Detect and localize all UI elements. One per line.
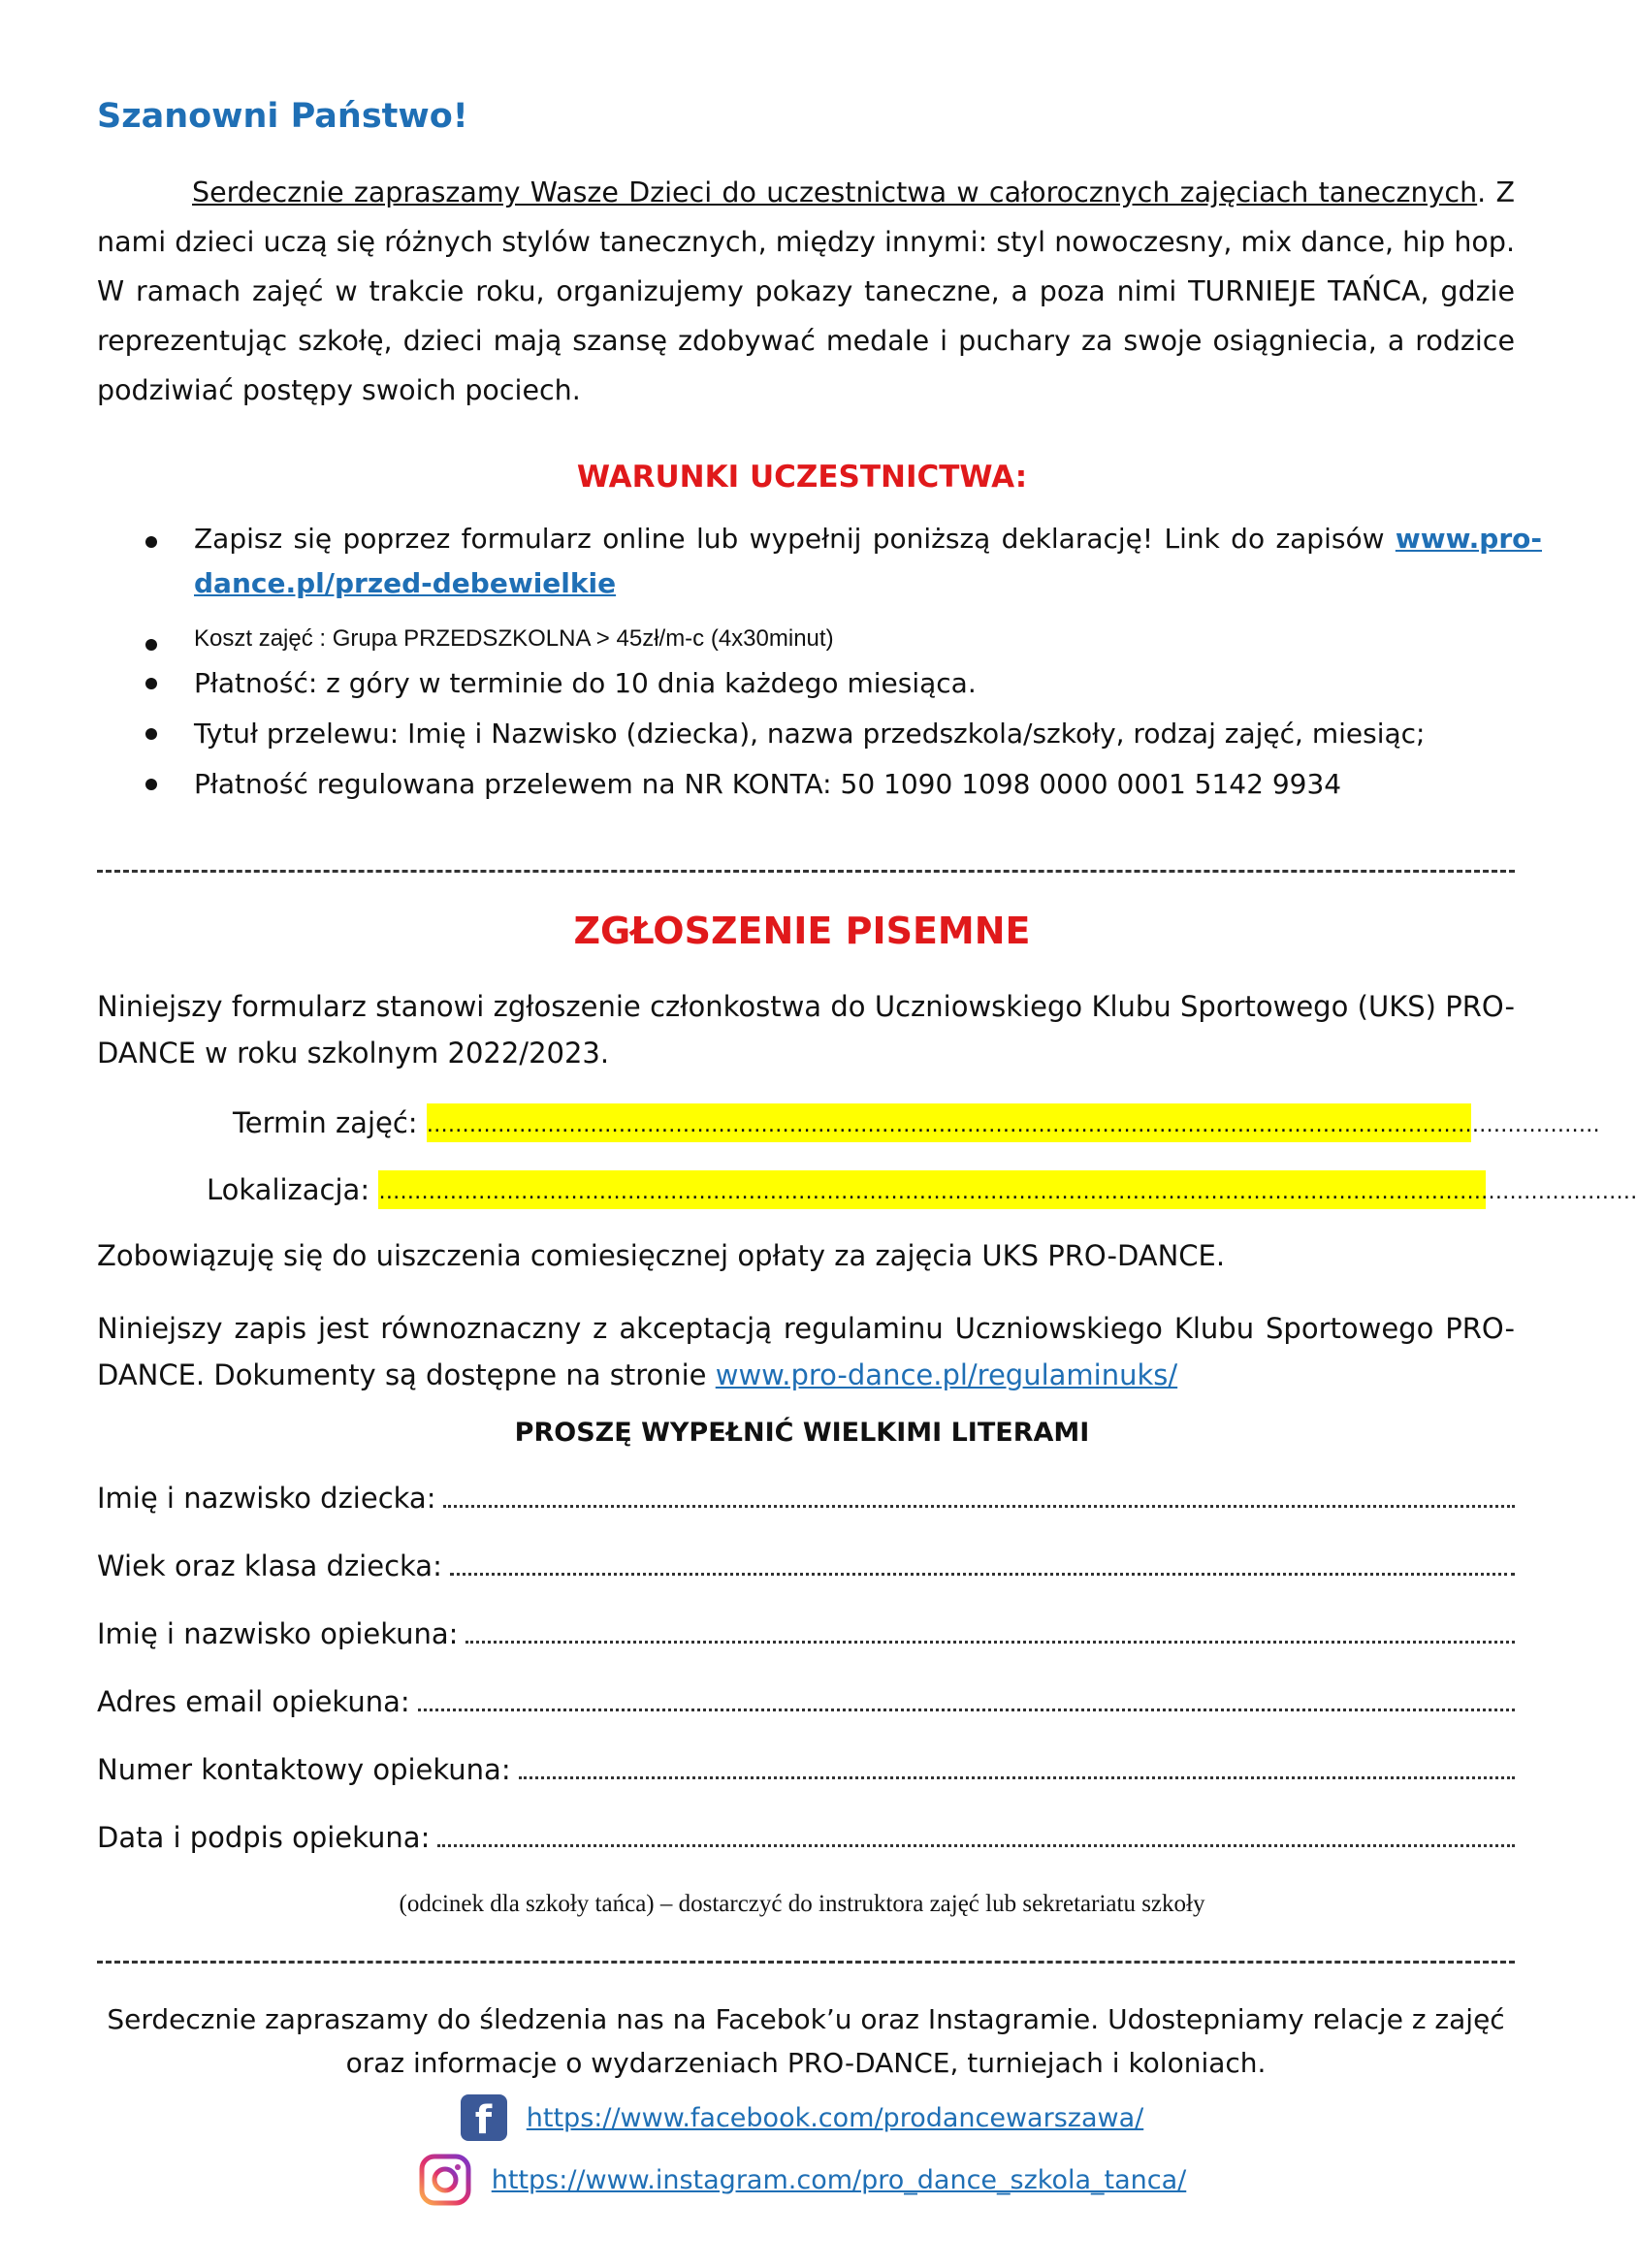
field-label: Imię i nazwisko opiekuna: [97,1617,459,1650]
condition-account-text: Płatność regulowana przelewem na NR KONTA: 50 1090 1098 0000 0001 5142 9934 [194,768,1342,800]
field-child-age-class [97,1549,1515,1617]
bullet-icon [145,536,157,548]
fill-line[interactable] [418,1685,1515,1711]
condition-signup-text: Zapisz się poprzez formularz online lub wypełnij poniższą deklarację! Link do zapisów [194,523,1396,555]
field-date-signature [97,1821,1515,1889]
lokalizacja-row [207,1166,1637,1211]
condition-cost-text: Koszt zajęć : Grupa PRZEDSZKOLNA > 45zł/m-c (4x30minut) [194,625,834,652]
bullet-icon [145,678,157,689]
intro-invitation: Serdecznie zapraszamy Wasze Dzieci do uczestnictwa w całorocznych zajęciach tanecznych [192,176,1478,208]
instagram-row [0,2153,1604,2207]
field-label: Numer kontaktowy opiekuna: [97,1753,511,1786]
condition-transfer-title-text: Tytuł przelewu: Imię i Nazwisko (dziecka), nazwa przedszkola/szkoły, rodzaj zajęć, miesiąc; [194,718,1426,750]
lokalizacja-field[interactable]: …………………………………………………………………………………………………………………………………………………………… [378,1170,1486,1209]
condition-item-transfer-title [97,709,1542,759]
cut-note: (odcinek dla szkoły tańca) – dostarczyć do instruktora zajęć lub sekretariatu szkoły [399,1891,1205,1917]
field-child-name [97,1482,1515,1549]
cut-line-divider [97,1961,1515,1964]
fill-line[interactable] [465,1617,1515,1644]
bullet-icon [145,639,157,651]
termin-field[interactable]: ………………………………………………………………………………………………………………………………………………… [427,1103,1471,1142]
intro-paragraph [97,168,1515,415]
fill-line[interactable] [450,1549,1515,1576]
lokalizacja-label: Lokalizacja: [207,1173,370,1206]
form-heading: ZGŁOSZENIE PISEMNE [573,910,1031,952]
field-label: Data i podpis opiekuna: [97,1821,431,1854]
instagram-icon [418,2153,472,2207]
fill-line[interactable] [437,1821,1515,1847]
bullet-icon [145,728,157,740]
facebook-row [0,2094,1604,2141]
termin-row [233,1100,1600,1144]
cut-line-divider [97,870,1515,873]
condition-payment-term-text: Płatność: z góry w terminie do 10 dnia każdego miesiąca. [194,667,977,699]
capitals-instruction: PROSZĘ WYPEŁNIĆ WIELKIMI LITERAMI [514,1418,1090,1448]
condition-item-signup [97,517,1542,606]
condition-item-account [97,759,1542,810]
facebook-icon [461,2094,507,2141]
form-intro: Niniejszy formularz stanowi zgłoszenie członkostwa do Uczniowskiego Klubu Sportowego (UKS) PRO-DANCE w roku szkolnym 2022/2023. [97,990,1515,1070]
fill-line[interactable] [443,1482,1515,1508]
regulations-text: Niniejszy zapis jest równoznaczny z akceptacją regulaminu Uczniowskiego Klubu Sportowego PRO-DANCE. Dokumenty są dostępne na stronie [97,1312,1515,1391]
regulations-link[interactable]: www.pro-dance.pl/regulaminuks/ [715,1358,1178,1391]
termin-label: Termin zajęć: [233,1106,418,1139]
field-label: Adres email opiekuna: [97,1685,410,1718]
field-label: Wiek oraz klasa dziecka: [97,1549,442,1582]
field-guardian-name [97,1617,1515,1685]
condition-item-cost [97,620,1542,658]
commitment-text: Zobowiązuję się do uiszczenia comiesięcznej opłaty za zajęcia UKS PRO-DANCE. [97,1239,1226,1272]
field-guardian-email [97,1685,1515,1753]
regulations-paragraph [97,1305,1515,1398]
greeting-heading: Szanowni Państwo! [97,97,468,136]
bullet-icon [145,779,157,790]
signup-link[interactable]: www.pro-dance.pl/przed-debewielkie [194,523,1542,599]
form-fields [97,1482,1515,1889]
condition-item-payment-term [97,658,1542,709]
field-guardian-phone [97,1753,1515,1821]
conditions-list [97,517,1542,810]
intro-body: . Z nami dzieci uczą się różnych stylów tanecznych, między innymi: styl nowoczesny, mix dance, hip hop. W ramach zajęć w trakcie roku, organizujemy pokazy taneczne, a poza nimi TURNIEJE TAŃCA, gdzie reprezentując szkołę, dzieci mają szansę zdobywać medale i puchary za swoje osiągniecia, a rodzice podziwiać postępy swoich pociech. [97,176,1515,406]
instagram-link[interactable]: https://www.instagram.com/pro_dance_szkola_tanca/ [491,2164,1187,2195]
conditions-heading: WARUNKI UCZESTNICTWA: [576,460,1028,495]
facebook-link[interactable]: https://www.facebook.com/prodancewarszawa/ [526,2102,1144,2133]
fill-line[interactable] [519,1753,1515,1779]
field-label: Imię i nazwisko dziecka: [97,1482,436,1515]
footer-invitation: Serdecznie zapraszamy do śledzenia nas na Facebok’u oraz Instagramie. Udostepniamy relacje z zajęć oraz informacje o wydarzeniach PRO-DANCE, turniejach i koloniach. [107,2003,1505,2079]
